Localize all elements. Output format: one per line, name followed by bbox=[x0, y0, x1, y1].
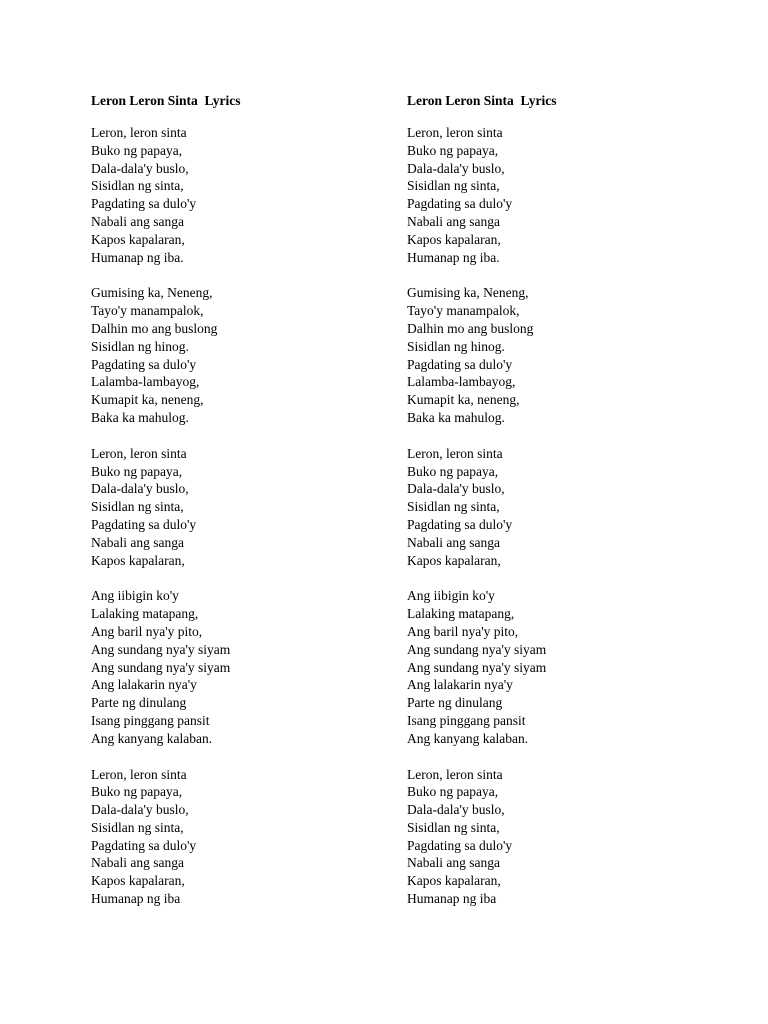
lyric-line: Lalaking matapang, bbox=[91, 606, 199, 622]
lyric-line: Nabali ang sanga bbox=[91, 213, 184, 229]
lyric-line: Sisidlan ng hinog. bbox=[407, 338, 505, 354]
lyric-line: Humanap ng iba bbox=[91, 891, 181, 907]
lyric-line: Ang iibigin ko'y bbox=[407, 588, 495, 604]
lyric-line: Ang sundang nya'y siyam bbox=[91, 641, 231, 657]
lyric-line: Ang sundang nya'y siyam bbox=[407, 641, 547, 657]
lyric-line: Humanap ng iba. bbox=[407, 249, 500, 265]
lyric-line: Pagdating sa dulo'y bbox=[407, 837, 513, 853]
lyric-line: Dala-dala'y buslo, bbox=[91, 160, 189, 176]
lyric-line: Lalamba-lambayog, bbox=[91, 374, 200, 390]
lyric-line: Parte ng dinulang bbox=[407, 695, 503, 711]
lyric-line: Ang sundang nya'y siyam bbox=[91, 659, 231, 675]
lyric-line: Buko ng papaya, bbox=[91, 463, 183, 479]
lyric-line: Ang lalakarin nya'y bbox=[407, 677, 513, 693]
lyric-line: Buko ng papaya, bbox=[407, 784, 499, 800]
lyric-line: Pagdating sa dulo'y bbox=[407, 196, 513, 212]
lyric-line: Leron, leron sinta bbox=[407, 445, 503, 461]
lyrics-title: Leron Leron Sinta Lyrics bbox=[91, 93, 241, 108]
stanza bbox=[407, 284, 707, 426]
lyric-line: Buko ng papaya, bbox=[407, 142, 499, 158]
lyric-line: Ang lalakarin nya'y bbox=[91, 677, 197, 693]
lyric-line: Buko ng papaya, bbox=[91, 142, 183, 158]
lyrics-title: Leron Leron Sinta Lyrics bbox=[407, 93, 557, 108]
lyric-line: Lalamba-lambayog, bbox=[407, 374, 516, 390]
lyric-line: Dala-dala'y buslo, bbox=[91, 802, 189, 818]
lyric-line: Nabali ang sanga bbox=[91, 534, 184, 550]
lyric-line: Dala-dala'y buslo, bbox=[407, 481, 505, 497]
lyric-line: Isang pinggang pansit bbox=[91, 712, 210, 728]
lyric-line: Sisidlan ng sinta, bbox=[407, 178, 500, 194]
lyric-line: Kumapit ka, neneng, bbox=[91, 392, 204, 408]
lyric-line: Gumising ka, Neneng, bbox=[407, 285, 529, 301]
lyric-line: Pagdating sa dulo'y bbox=[91, 196, 197, 212]
lyric-line: Sisidlan ng sinta, bbox=[407, 819, 500, 835]
lyric-line: Gumising ka, Neneng, bbox=[91, 285, 213, 301]
stanza bbox=[407, 445, 707, 570]
lyric-line: Kapos kapalaran, bbox=[407, 873, 501, 889]
lyric-line: Buko ng papaya, bbox=[91, 784, 183, 800]
lyric-line: Pagdating sa dulo'y bbox=[407, 516, 513, 532]
stanza bbox=[407, 766, 707, 908]
lyric-line: Tayo'y manampalok, bbox=[407, 303, 520, 319]
stanza bbox=[91, 445, 391, 570]
lyric-line: Dala-dala'y buslo, bbox=[407, 802, 505, 818]
lyric-line: Pagdating sa dulo'y bbox=[91, 356, 197, 372]
lyric-line: Kapos kapalaran, bbox=[91, 552, 185, 568]
lyric-line: Sisidlan ng hinog. bbox=[91, 338, 189, 354]
lyric-line: Leron, leron sinta bbox=[91, 445, 187, 461]
lyric-line: Kumapit ka, neneng, bbox=[407, 392, 520, 408]
lyric-line: Kapos kapalaran, bbox=[407, 231, 501, 247]
stanza bbox=[91, 766, 391, 908]
lyric-line: Kapos kapalaran, bbox=[91, 231, 185, 247]
lyric-line: Kapos kapalaran, bbox=[407, 552, 501, 568]
lyric-line: Buko ng papaya, bbox=[407, 463, 499, 479]
lyric-line: Humanap ng iba. bbox=[91, 249, 184, 265]
lyric-line: Ang iibigin ko'y bbox=[91, 588, 179, 604]
stanza bbox=[91, 587, 391, 747]
stanza bbox=[91, 284, 391, 426]
lyric-line: Sisidlan ng sinta, bbox=[91, 178, 184, 194]
lyric-line: Leron, leron sinta bbox=[91, 766, 187, 782]
lyric-line: Nabali ang sanga bbox=[407, 213, 500, 229]
lyric-line: Dala-dala'y buslo, bbox=[407, 160, 505, 176]
lyric-line: Leron, leron sinta bbox=[91, 125, 187, 140]
lyric-line: Sisidlan ng sinta, bbox=[407, 499, 500, 515]
lyric-line: Baka ka mahulog. bbox=[91, 409, 189, 425]
lyric-line: Nabali ang sanga bbox=[91, 855, 184, 871]
lyric-line: Kapos kapalaran, bbox=[91, 873, 185, 889]
lyric-line: Nabali ang sanga bbox=[407, 855, 500, 871]
lyrics-column-right bbox=[407, 92, 707, 926]
lyric-line: Dalhin mo ang buslong bbox=[407, 320, 534, 336]
lyric-line: Pagdating sa dulo'y bbox=[91, 837, 197, 853]
lyric-line: Ang baril nya'y pito, bbox=[407, 623, 519, 639]
lyric-line: Ang kanyang kalaban. bbox=[407, 730, 529, 746]
stanza-list bbox=[91, 124, 391, 908]
lyric-line: Lalaking matapang, bbox=[407, 606, 515, 622]
lyrics-column-left bbox=[91, 92, 391, 926]
lyric-line: Ang baril nya'y pito, bbox=[91, 623, 203, 639]
lyric-line: Sisidlan ng sinta, bbox=[91, 819, 184, 835]
lyric-line: Ang kanyang kalaban. bbox=[91, 730, 213, 746]
lyric-line: Ang sundang nya'y siyam bbox=[407, 659, 547, 675]
lyric-line: Parte ng dinulang bbox=[91, 695, 187, 711]
lyric-line: Isang pinggang pansit bbox=[407, 712, 526, 728]
stanza bbox=[407, 587, 707, 747]
lyric-line: Leron, leron sinta bbox=[407, 766, 503, 782]
lyric-line: Pagdating sa dulo'y bbox=[91, 516, 197, 532]
lyric-line: Pagdating sa dulo'y bbox=[407, 356, 513, 372]
lyric-line: Sisidlan ng sinta, bbox=[91, 499, 184, 515]
lyric-line: Leron, leron sinta bbox=[407, 125, 503, 140]
lyric-line: Dalhin mo ang buslong bbox=[91, 320, 218, 336]
lyric-line: Dala-dala'y buslo, bbox=[91, 481, 189, 497]
stanza bbox=[407, 124, 707, 266]
lyric-line: Nabali ang sanga bbox=[407, 534, 500, 550]
stanza bbox=[91, 124, 391, 266]
lyric-line: Humanap ng iba bbox=[407, 891, 497, 907]
lyric-line: Baka ka mahulog. bbox=[407, 409, 505, 425]
stanza-list bbox=[407, 124, 707, 908]
lyric-line: Tayo'y manampalok, bbox=[91, 303, 204, 319]
